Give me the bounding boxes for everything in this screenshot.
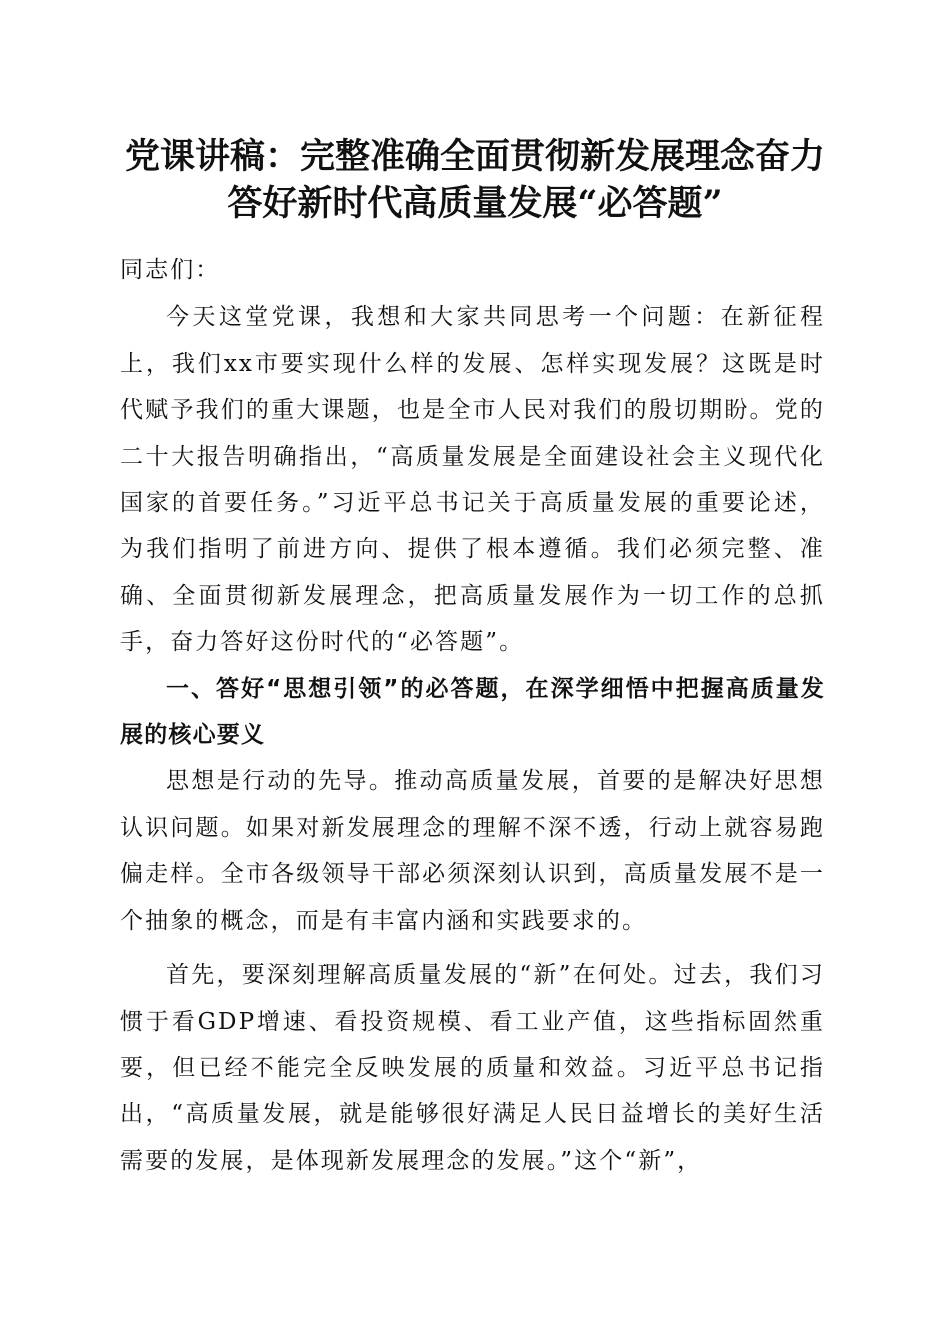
paragraph-thought: 思想是行动的先导。推动高质量发展，首要的是解决好思想认识问题。如果对新发展理念的理解不深不透，行动上就容易跑偏走样。全市各级领导干部必须深刻认识到，高质量发展不是一个抽象的概念，而是有丰富内涵和实践要求的。 (120, 768, 825, 934)
section-heading-1: 一、答好“思想引领”的必答题，在深学细悟中把握高质量发展的核心要义 (120, 675, 825, 749)
document-body (120, 247, 825, 1184)
title-line-2: 答好新时代高质量发展“必答题” (227, 183, 723, 224)
paragraph-intro: 今天这堂党课，我想和大家共同思考一个问题：在新征程上，我们xx市要实现什么样的发展、怎样实现发展？这既是时代赋予我们的重大课题，也是全市人民对我们的殷切期盼。党的二十大报告明确指出，“高质量发展是全面建设社会主义现代化国家的首要任务。”习近平总书记关于高质量发展的重要论述，为我们指明了前进方向、提供了根本遵循。我们必须完整、准确、全面贯彻新发展理念，把高质量发展作为一切工作的总抓手，奋力答好这份时代的“必答题”。 (120, 304, 825, 656)
title-line-1: 党课讲稿：完整准确全面贯彻新发展理念奋力 (124, 136, 825, 177)
document-title (100, 133, 850, 227)
paragraph-first: 首先，要深刻理解高质量发展的“新”在何处。过去，我们习惯于看GDP增速、看投资规模、看工业产值，这些指标固然重要，但已经不能完全反映发展的质量和效益。习近平总书记指出，“高质量发展，就是能够很好满足人民日益增长的美好生活需要的发展，是体现新发展理念的发展。”这个“新”， (120, 962, 825, 1174)
salutation: 同志们： (120, 257, 221, 283)
